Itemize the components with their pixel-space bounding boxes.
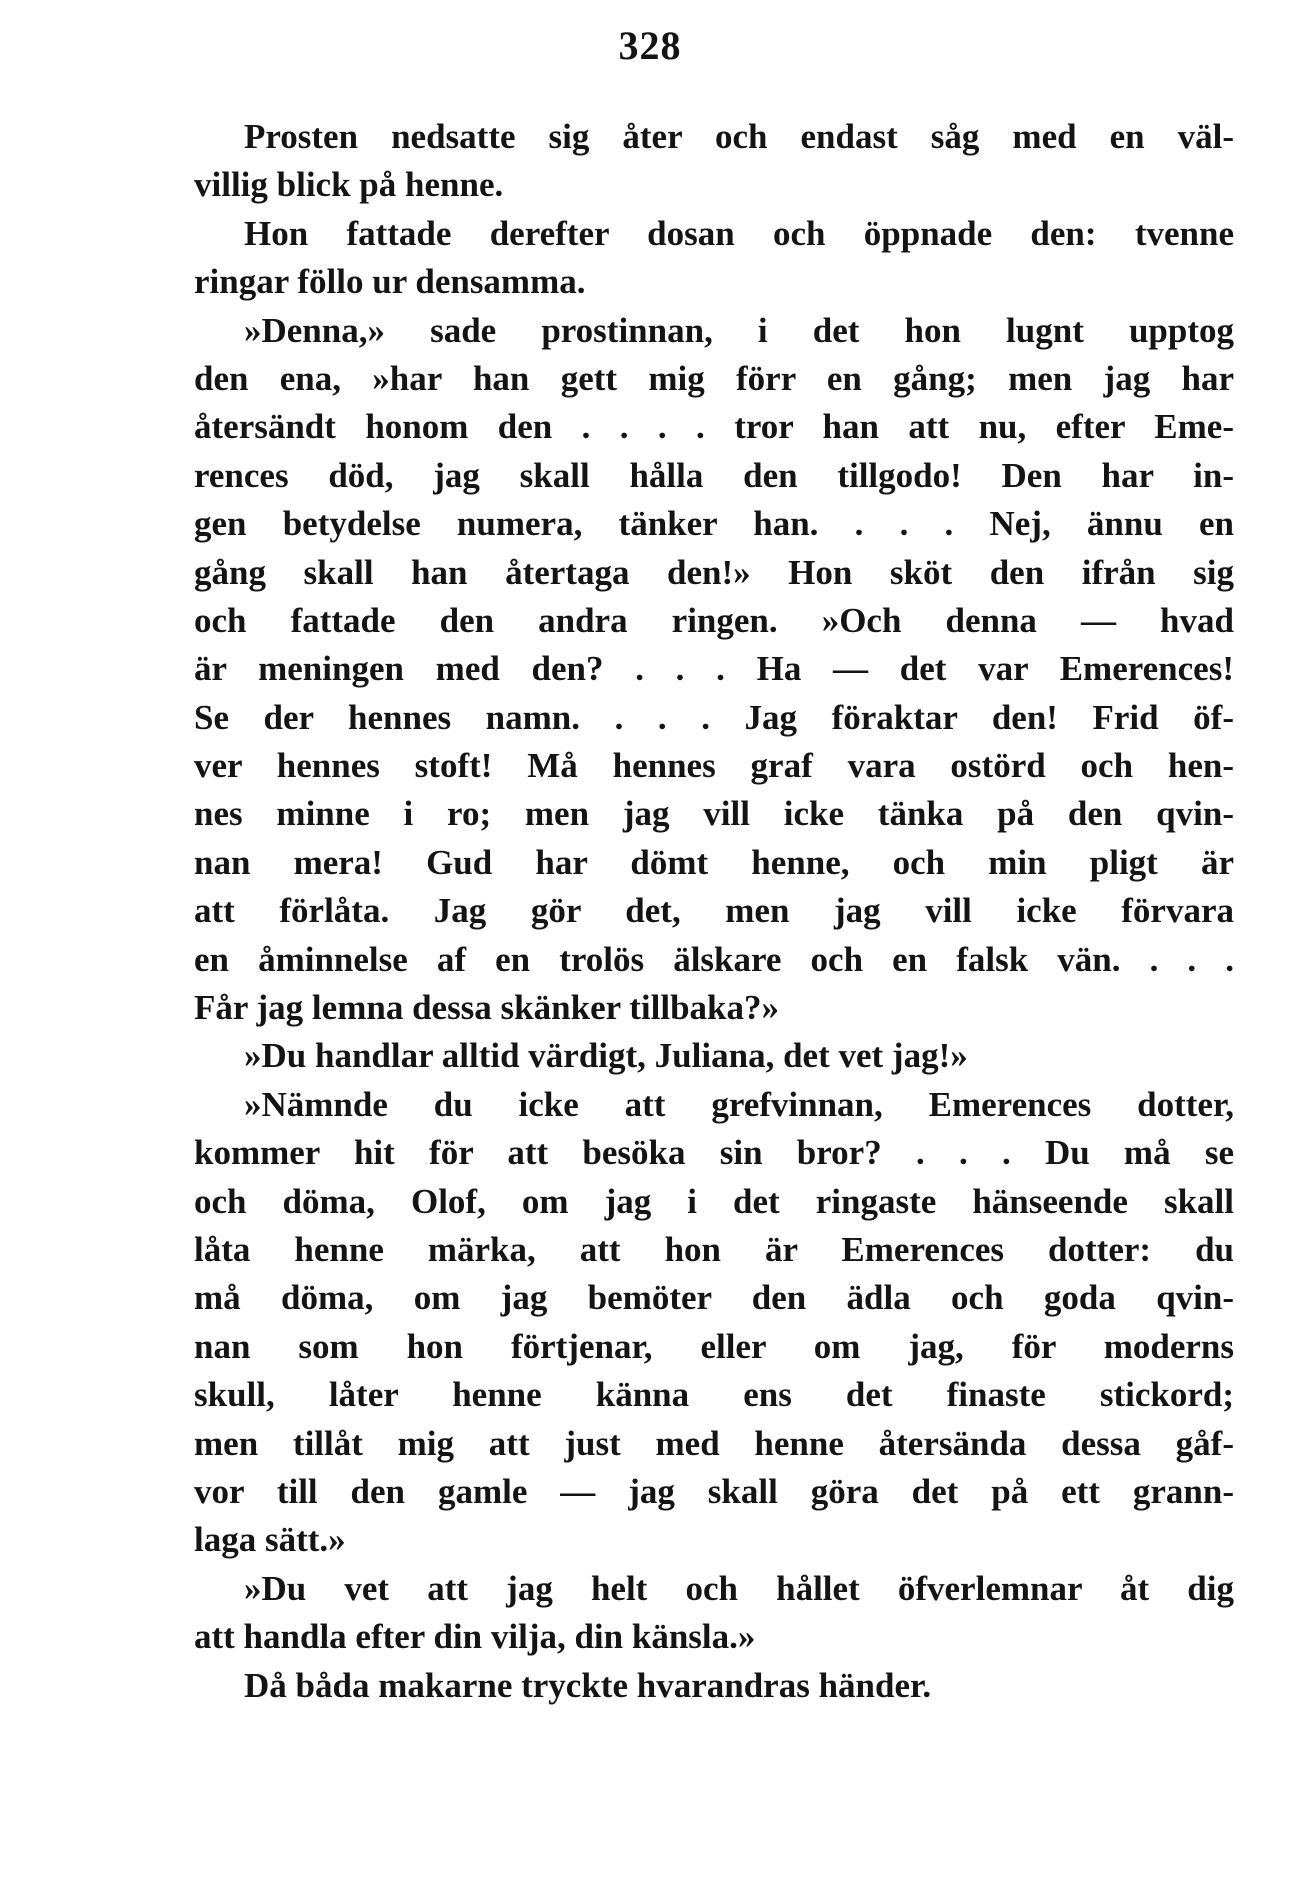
text-line: den ena, »har han gett mig förr en gång; men jag har — [194, 358, 1234, 398]
text-line: rences död, jag skall hålla den tillgodo! Den har in- — [194, 455, 1234, 495]
text-line: »Du vet att jag helt och hållet öfverlemnar åt dig — [244, 1568, 1234, 1608]
text-line: Prosten nedsatte sig åter och endast såg med en väl- — [244, 117, 1234, 156]
text-line: Får jag lemna dessa skänker tillbaka?» — [194, 988, 780, 1028]
text-line: återsändt honom den . . . . tror han att nu, efter Eme- — [194, 407, 1234, 447]
text-line: gång skall han återtaga den!» Hon sköt den ifrån sig — [194, 552, 1234, 592]
text-line: vor till den gamle — jag skall göra det på ett grann- — [194, 1471, 1234, 1511]
text-line: »Denna,» sade prostinnan, i det hon lugnt upptog — [244, 310, 1234, 350]
text-line: en åminnelse af en trolös älskare och en falsk vän. . . . — [194, 939, 1234, 979]
text-line: »Nämnde du icke att grefvinnan, Emerences dotter, — [244, 1084, 1234, 1124]
text-line: låta henne märka, att hon är Emerences dotter: du — [194, 1229, 1234, 1269]
text-line: gen betydelse numera, tänker han. . . . Nej, ännu en — [194, 504, 1234, 544]
text-line: »Du handlar alltid värdigt, Juliana, det vet jag!» — [244, 1036, 968, 1076]
text-line: nan mera! Gud har dömt henne, och min pligt är — [194, 842, 1234, 882]
text-line: ringar föllo ur densamma. — [194, 262, 586, 302]
text-line: Då båda makarne tryckte hvarandras händer. — [244, 1665, 932, 1705]
text-line: skull, låter henne känna ens det finaste stickord; — [194, 1375, 1234, 1415]
text-line: må döma, om jag bemöter den ädla och goda qvin- — [194, 1278, 1234, 1318]
text-line: att handla efter din vilja, din känsla.» — [194, 1617, 756, 1657]
text-line: Hon fattade derefter dosan och öppnade den: tvenne — [244, 213, 1234, 253]
text-line: villig blick på henne. — [194, 165, 504, 205]
page-number: 328 — [618, 23, 682, 68]
text-line: Se der hennes namn. . . . Jag föraktar den! Frid öf- — [194, 697, 1234, 737]
text-line: att förlåta. Jag gör det, men jag vill icke förvara — [194, 891, 1234, 931]
text-line: laga sätt.» — [194, 1520, 346, 1560]
text-line: är meningen med den? . . . Ha — det var Emerences! — [194, 649, 1234, 689]
text-line: kommer hit för att besöka sin bror? . . . Du må se — [194, 1133, 1234, 1173]
text-line: nes minne i ro; men jag vill icke tänka på den qvin- — [194, 794, 1234, 834]
text-line: nan som hon förtjenar, eller om jag, för moderns — [194, 1326, 1234, 1366]
text-line: och döma, Olof, om jag i det ringaste hänseende skall — [194, 1181, 1234, 1221]
text-line: men tillåt mig att just med henne återsända dessa gåf- — [194, 1423, 1234, 1463]
text-line: ver hennes stoft! Må hennes graf vara ostörd och hen- — [194, 746, 1234, 786]
text-line: och fattade den andra ringen. »Och denna — hvad — [194, 600, 1234, 640]
body-text — [194, 113, 1234, 1710]
